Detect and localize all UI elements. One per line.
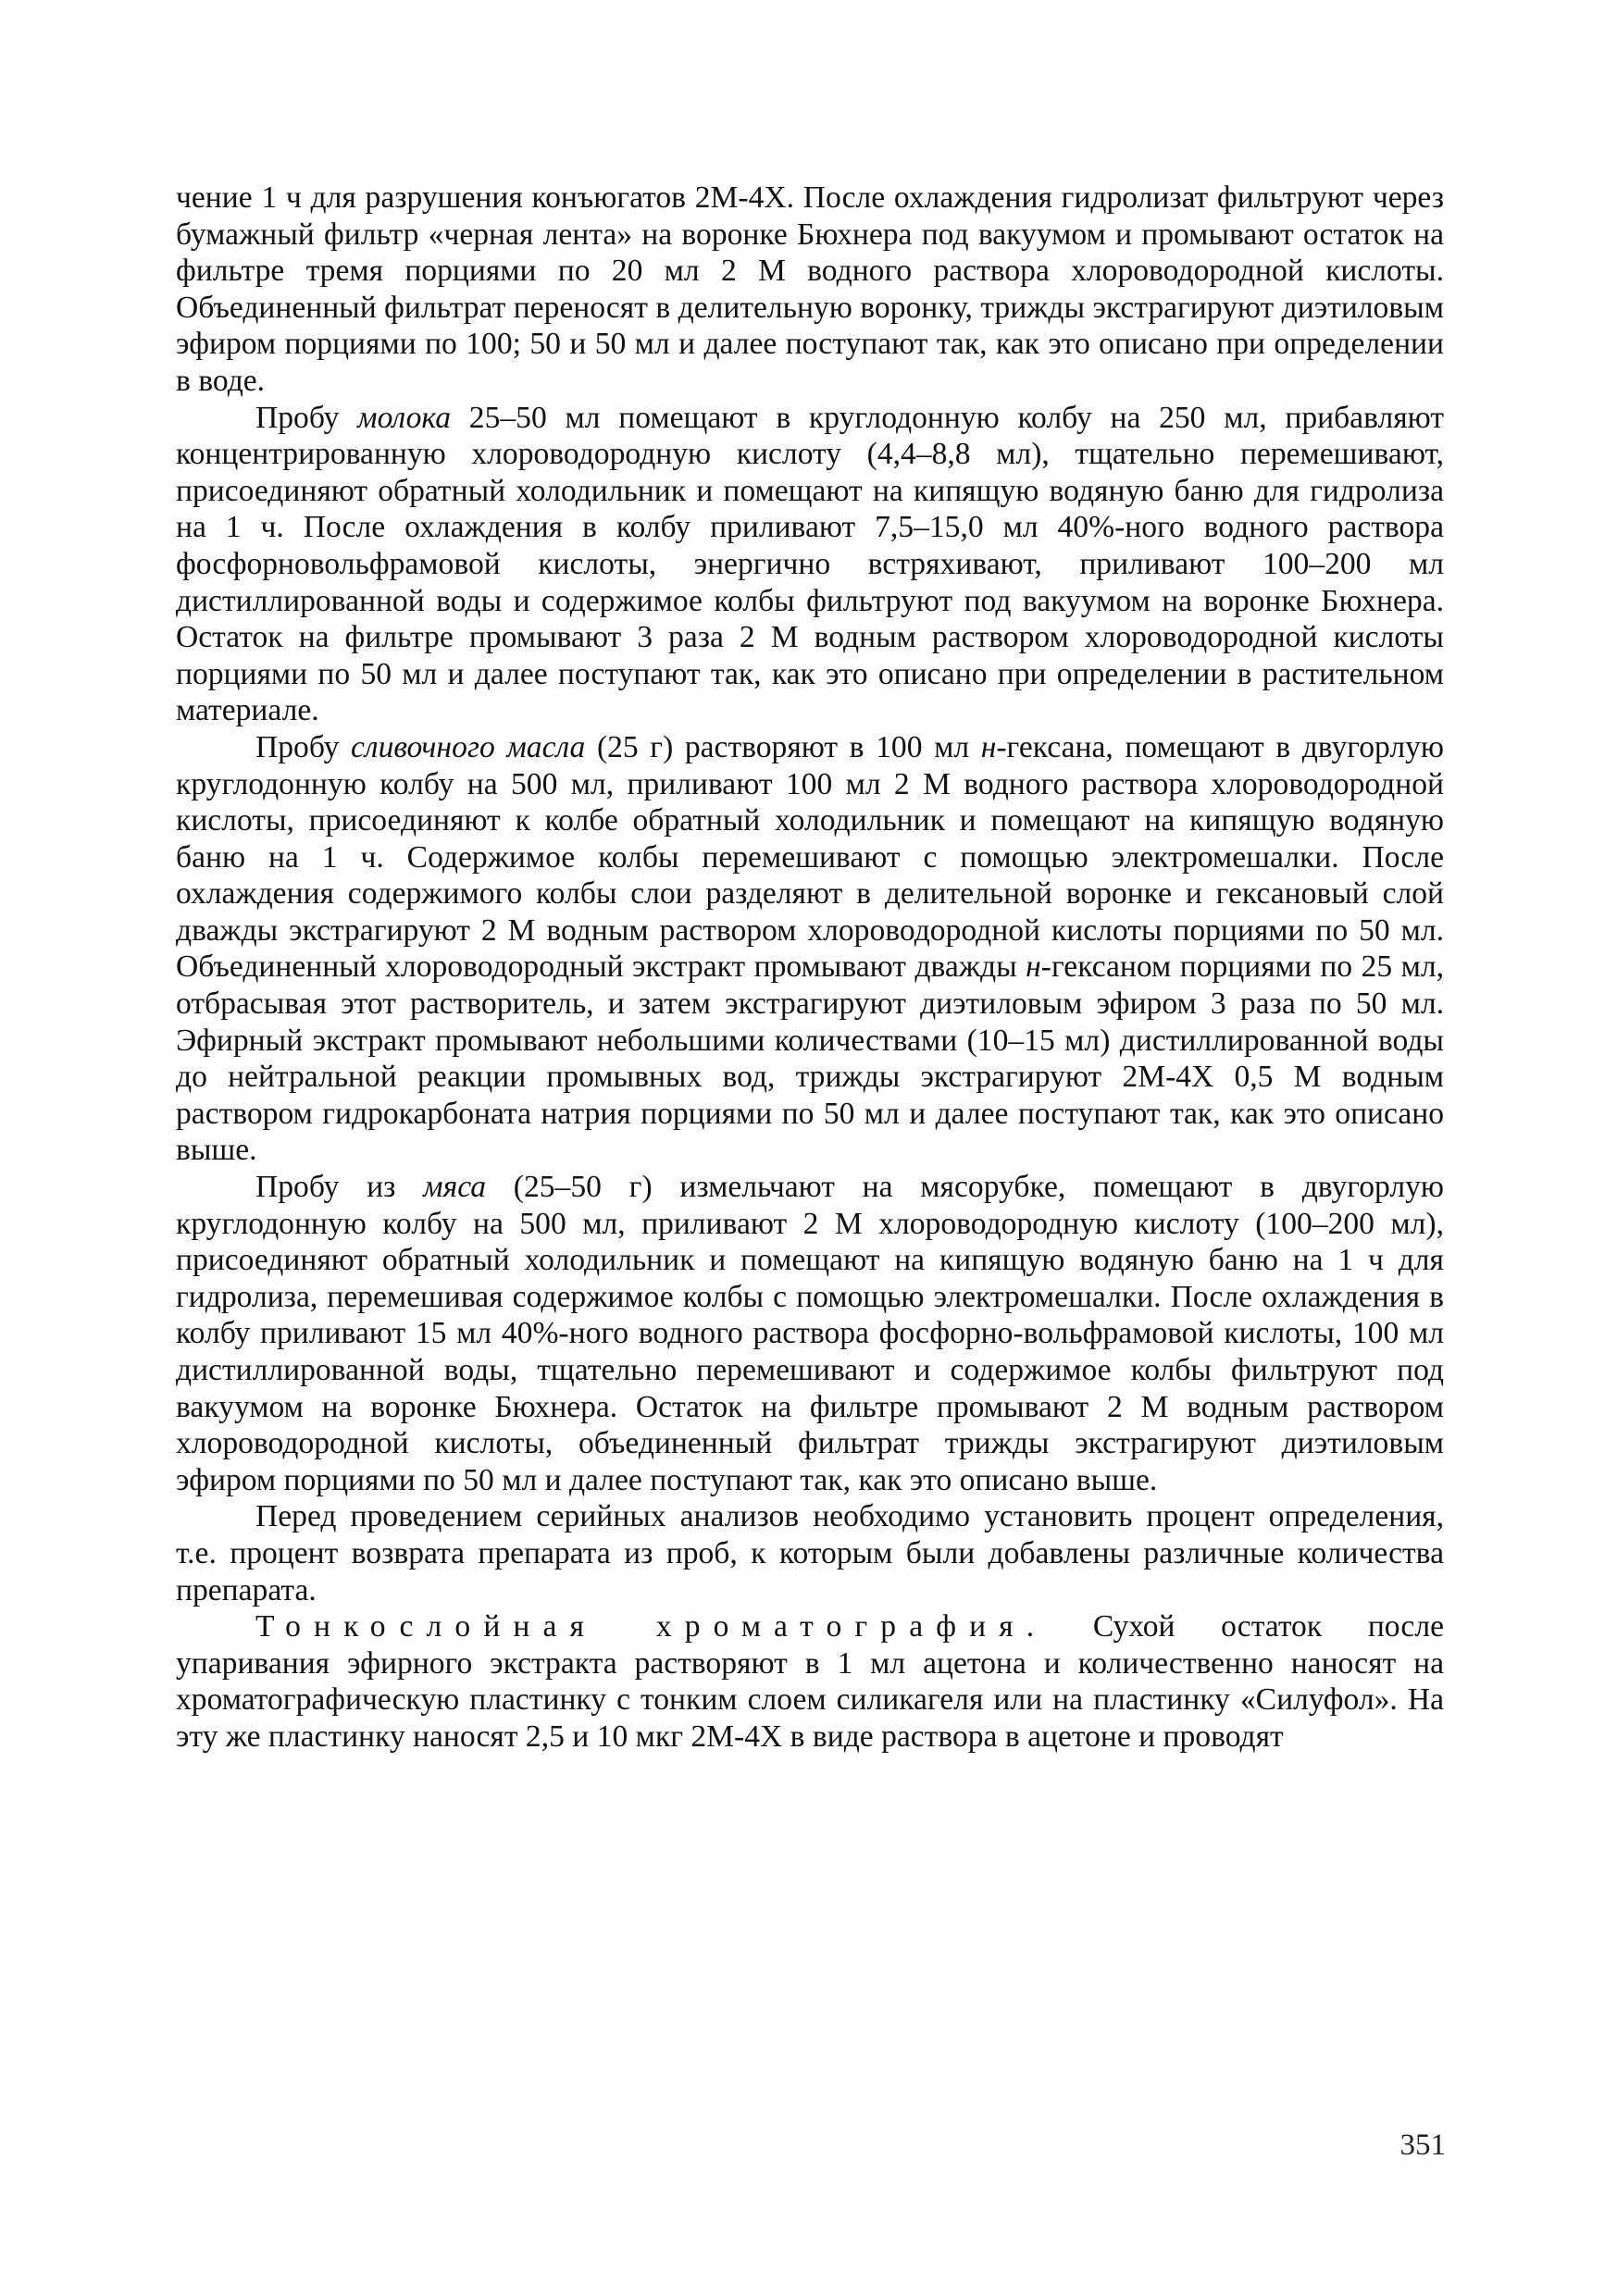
section-heading: Тонкослойная хроматография. <box>255 1609 1048 1644</box>
paragraph-text: Перед проведением серийных анализов необходимо установить процент определения, т.е. процент возврата препарата из проб, к которым были добавлены различные количества препарата. <box>176 1499 1444 1607</box>
paragraph-text: -гексаном порциями по 25 мл, отбрасывая этот растворитель, и затем экстрагируют диэтиловым эфиром 3 раза по 50 мл. Эфирный экстракт промывают небольшими количествами (10–15 мл) дистиллированной воды до нейтральной реакции промывных вод, трижды экстрагируют 2М-4Х 0,5 М водным раствором гидрокарбоната натрия порциями по 50 мл и далее поступают так, как это описано выше. <box>176 949 1444 1168</box>
italic-prefix: н <box>1026 949 1041 985</box>
paragraph-text: (25–50 г) измельчают на мясорубке, помещают в двугорлую круглодонную колбу на 500 мл, приливают 2 М хлороводородную кислоту (100–200 мл), присоединяют обратный холодильник и помещают на кипящую водяную баню на 1 ч для гидролиза, перемешивая содержимое колбы с помощью электромешалки. После охлаждения в колбу приливают 15 мл 40%-ного водного раствора фосфорно-вольфрамовой кислоты, 100 мл дистиллированной воды, тщательно перемешивают и содержимое колбы фильтруют под вакуумом на воронке Бюхнера. Остаток на фильтре промывают 2 М водным раствором хлороводородной кислоты, объединенный фильтрат трижды экстрагируют диэтиловым эфиром порциями по 50 мл и далее поступают так, как это описано выше. <box>176 1170 1444 1497</box>
paragraph-text: -гексана, помещают в двугорлую круглодонную колбу на 500 мл, приливают 100 мл 2 М водного раствора хлороводородной кислоты, присоединяют к колбе обратный холодильник и помещают на кипящую водяную баню на 1 ч. Содержимое колбы перемешивают с помощью электромешалки. После охлаждения содержимого колбы слои разделяют в делительной воронке и гексановый слой дважды экстрагируют 2 М водным раствором хлороводородной кислоты порциями по 50 мл. Объединенный хлороводородный экстракт промывают дважды <box>176 729 1445 985</box>
paragraph-3 <box>176 729 1444 1169</box>
page-number: 351 <box>1399 2128 1446 2162</box>
paragraph-text: чение 1 ч для разрушения конъюгатов 2М-4Х. После охлаждения гидролизат фильтруют через бумажный фильтр «черная лента» на воронке Бюхнера под вакуумом и промывают остаток на фильтре тремя порциями по 20 мл 2 М водного раствора хлороводородной кислоты. Объединенный фильтрат переносят в делительную воронку, трижды экстрагируют диэтиловым эфиром порциями по 100; 50 и 50 мл и далее поступают так, как это описано при определении в воде. <box>176 180 1444 398</box>
paragraph-text: Пробу <box>255 400 358 435</box>
paragraph-6 <box>176 1608 1444 1755</box>
paragraph-1 <box>176 180 1444 400</box>
paragraph-text: Пробу <box>255 729 352 764</box>
paragraph-2 <box>176 400 1444 729</box>
paragraph-text: 25–50 мл помещают в круглодонную колбу на 250 мл, прибавляют концентрированную хлороводородную кислоту (4,4–8,8 мл), тщательно перемешивают, присоединяют обратный холодильник и помещают на кипящую водяную баню для гидролиза на 1 ч. После охлаждения в колбу приливают 7,5–15,0 мл 40%-ного водного раствора фосфорновольфрамовой кислоты, энергично встряхивают, приливают 100–200 мл дистиллированной воды и содержимое колбы фильтруют под вакуумом на воронке Бюхнера. Остаток на фильтре промывают 3 раза 2 М водным раствором хлороводородной кислоты порциями по 50 мл и далее поступают так, как это описано при определении в растительном материале. <box>176 400 1444 728</box>
italic-prefix: н <box>980 729 997 764</box>
paragraph-5 <box>176 1498 1444 1608</box>
paragraph-4 <box>176 1169 1444 1498</box>
italic-term: мяса <box>423 1170 487 1205</box>
body-text <box>176 180 1444 1756</box>
italic-term: молока <box>357 400 452 435</box>
italic-term: сливочного масла <box>351 729 586 764</box>
paragraph-text: Сухой остаток после упаривания эфирного экстракта растворяют в 1 мл ацетона и количественно наносят на хроматографическую пластинку с тонким слоем силикагеля или на пластинку «Силуфол». На эту же пластинку наносят 2,5 и 10 мкг 2М-4Х в виде раствора в ацетоне и проводят <box>176 1609 1444 1754</box>
paragraph-text: Пробу из <box>255 1170 424 1205</box>
paragraph-text: (25 г) растворяют в 100 мл <box>585 729 981 764</box>
